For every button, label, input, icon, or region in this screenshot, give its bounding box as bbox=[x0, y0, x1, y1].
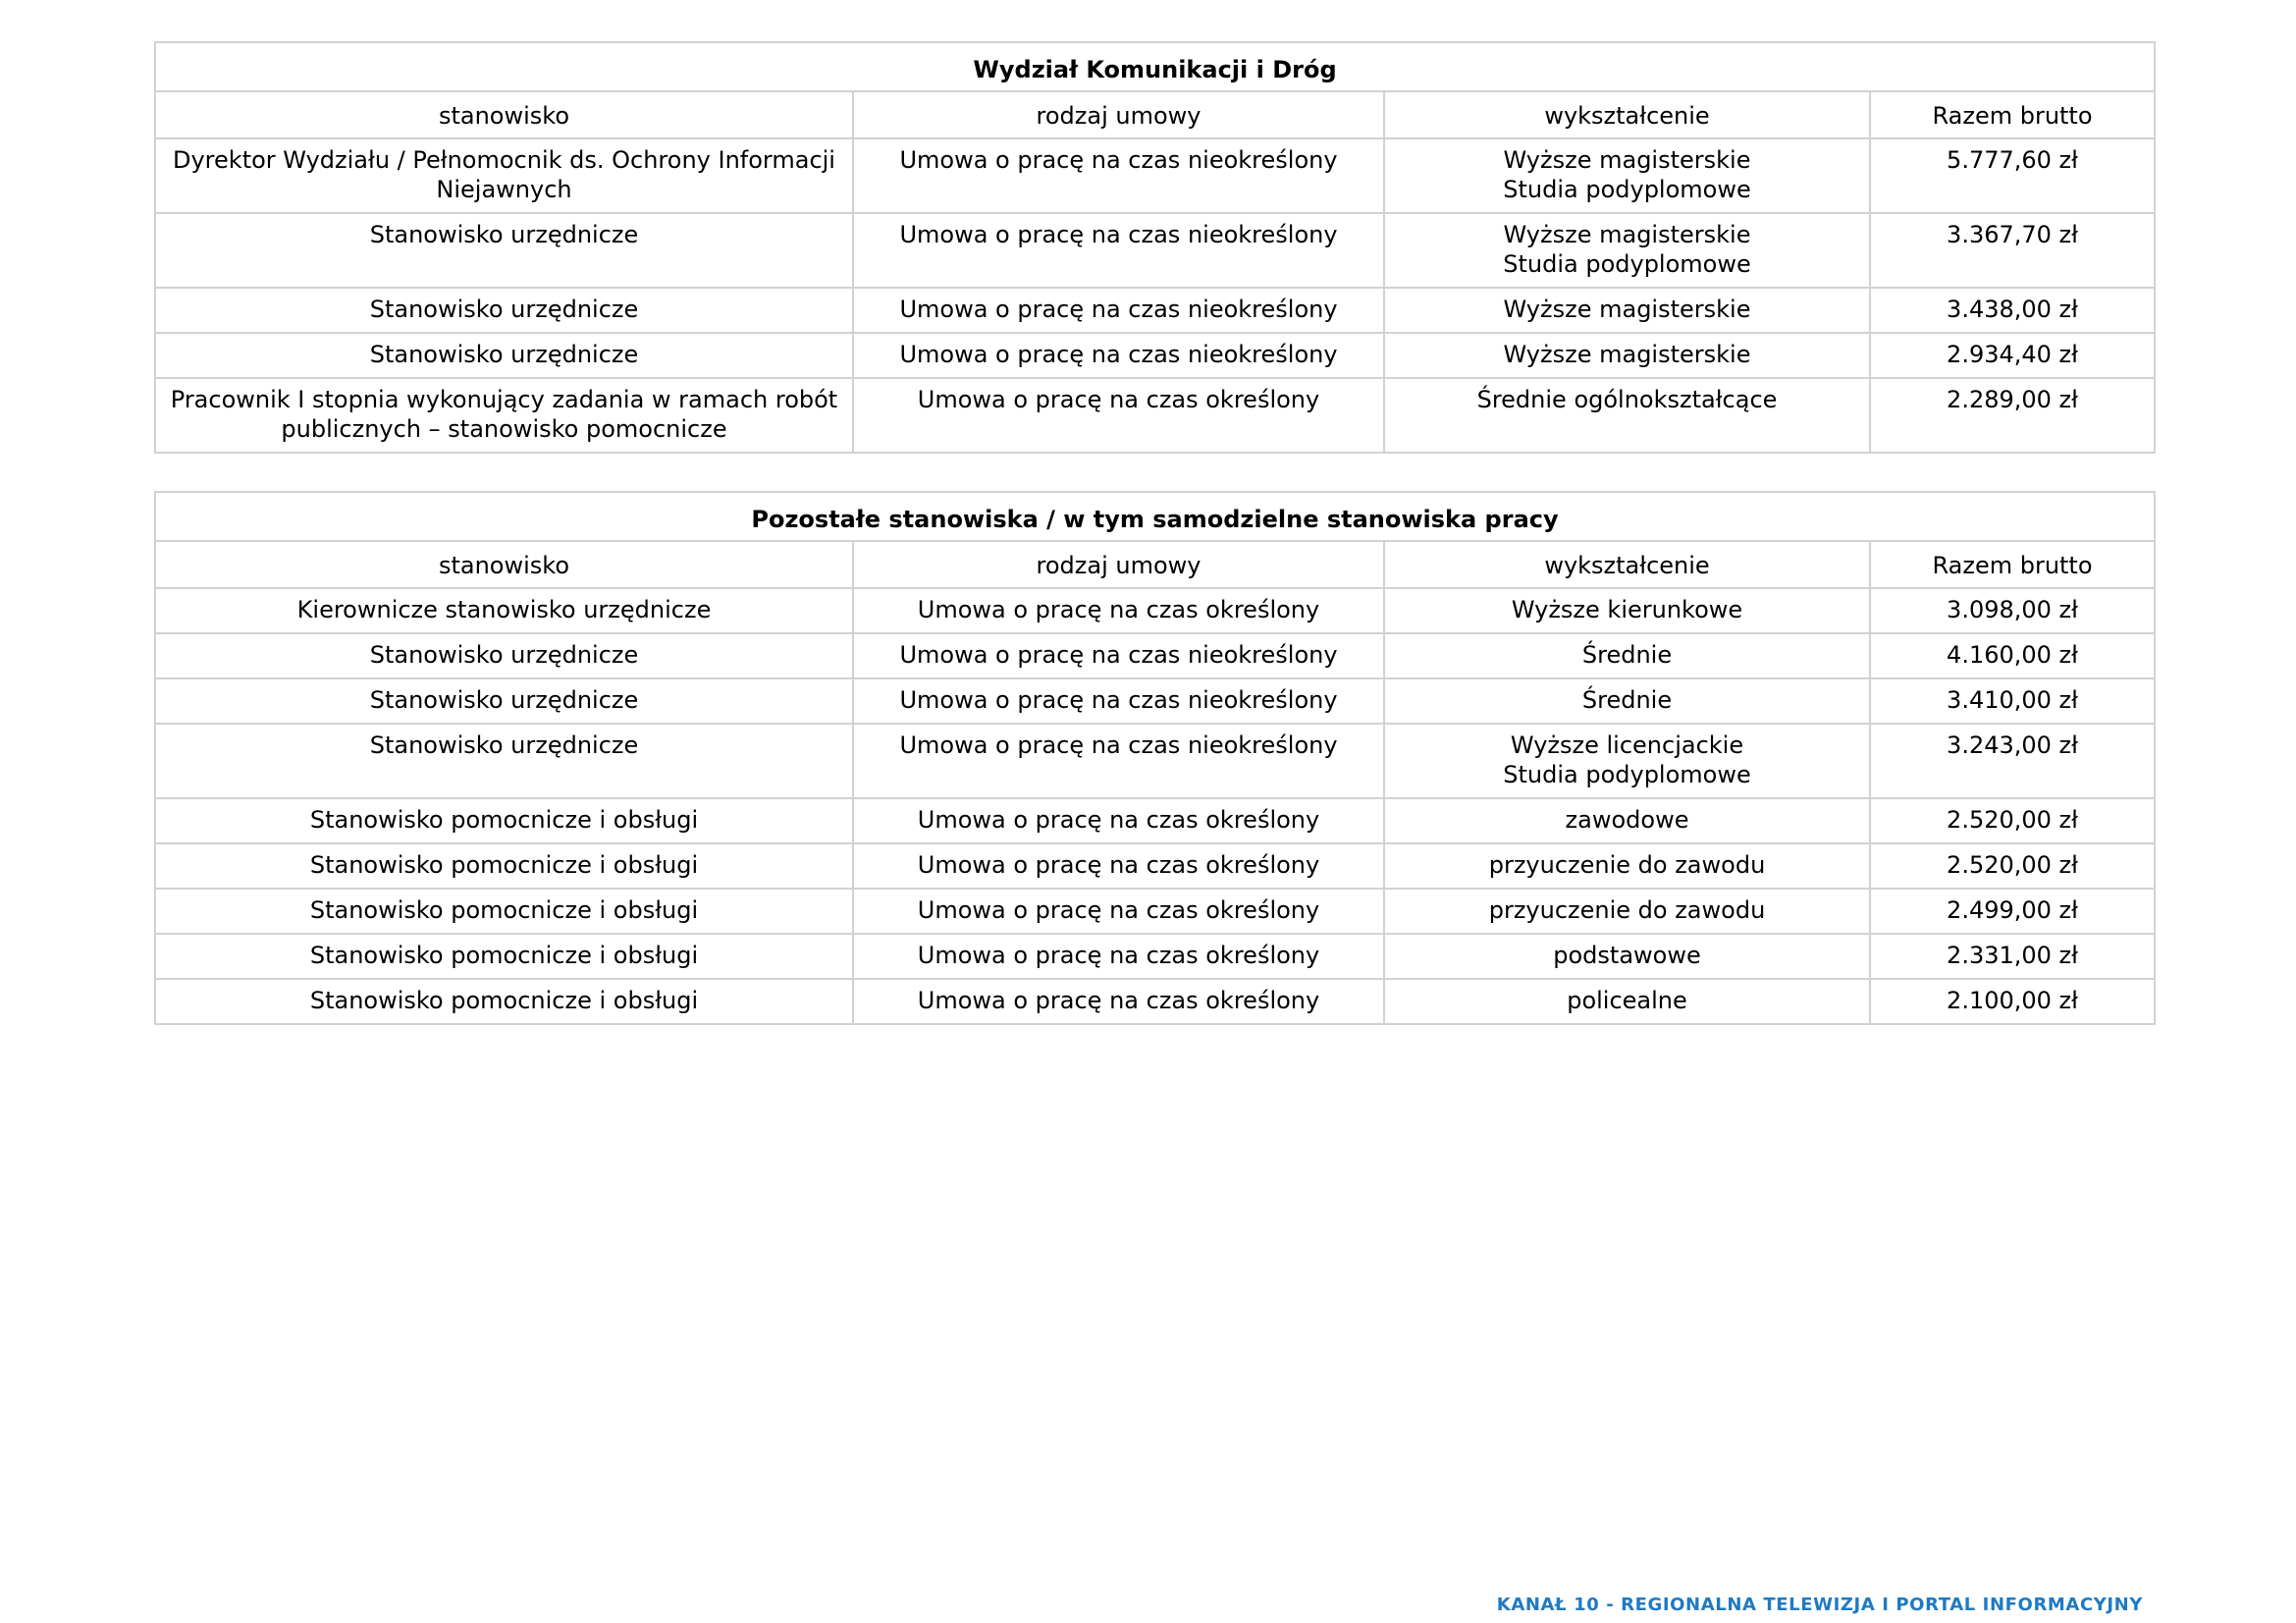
table-row bbox=[155, 138, 2155, 213]
column-header-education: wykształcenie bbox=[1384, 541, 1870, 588]
gross-cell: 2.520,00 zł bbox=[1870, 798, 2155, 843]
gross-cell: 2.520,00 zł bbox=[1870, 843, 2155, 889]
column-header-gross: Razem brutto bbox=[1870, 91, 2155, 138]
gross-cell: 2.100,00 zł bbox=[1870, 979, 2155, 1024]
table-row bbox=[155, 378, 2155, 453]
position-cell: Stanowisko urzędnicze bbox=[155, 213, 853, 288]
contract-cell: Umowa o pracę na czas określony bbox=[853, 378, 1384, 453]
position-cell: Pracownik I stopnia wykonujący zadania w ramach robót publicznych – stanowisko pomocnicze bbox=[155, 378, 853, 453]
gross-cell: 2.289,00 zł bbox=[1870, 378, 2155, 453]
contract-cell: Umowa o pracę na czas nieokreślony bbox=[853, 288, 1384, 333]
position-cell: Stanowisko pomocnicze i obsługi bbox=[155, 798, 853, 843]
table-row bbox=[155, 889, 2155, 934]
salary-table-other bbox=[154, 491, 2156, 1025]
salary-table-roads bbox=[154, 41, 2156, 454]
education-cell: Średnie ogólnokształcące bbox=[1384, 378, 1870, 453]
education-cell: przyuczenie do zawodu bbox=[1384, 843, 1870, 889]
education-cell bbox=[1384, 138, 1870, 213]
education-cell: Średnie bbox=[1384, 678, 1870, 724]
education-line: Wyższe licencjackie bbox=[1510, 731, 1744, 759]
position-cell: Stanowisko urzędnicze bbox=[155, 633, 853, 678]
gross-cell: 2.934,40 zł bbox=[1870, 333, 2155, 378]
contract-cell: Umowa o pracę na czas określony bbox=[853, 934, 1384, 979]
education-cell bbox=[1384, 724, 1870, 798]
position-cell: Stanowisko urzędnicze bbox=[155, 724, 853, 798]
table-row bbox=[155, 213, 2155, 288]
education-cell bbox=[1384, 213, 1870, 288]
table-row bbox=[155, 588, 2155, 633]
table-row bbox=[155, 288, 2155, 333]
education-cell: przyuczenie do zawodu bbox=[1384, 889, 1870, 934]
gross-cell: 2.499,00 zł bbox=[1870, 889, 2155, 934]
table-row bbox=[155, 798, 2155, 843]
contract-cell: Umowa o pracę na czas określony bbox=[853, 798, 1384, 843]
education-cell: Średnie bbox=[1384, 633, 1870, 678]
column-header-contract: rodzaj umowy bbox=[853, 541, 1384, 588]
education-line: Studia podyplomowe bbox=[1503, 761, 1751, 788]
education-cell: Wyższe kierunkowe bbox=[1384, 588, 1870, 633]
column-header-position: stanowisko bbox=[155, 541, 853, 588]
table-row bbox=[155, 979, 2155, 1024]
position-cell: Stanowisko pomocnicze i obsługi bbox=[155, 889, 853, 934]
column-header-contract: rodzaj umowy bbox=[853, 91, 1384, 138]
footer-brand-text: KANAŁ 10 - REGIONALNA TELEWIZJA I PORTAL INFORMACYJNY bbox=[1496, 1595, 2143, 1615]
position-cell: Stanowisko pomocnicze i obsługi bbox=[155, 843, 853, 889]
education-line: Studia podyplomowe bbox=[1503, 250, 1751, 278]
contract-cell: Umowa o pracę na czas określony bbox=[853, 979, 1384, 1024]
education-line: Wyższe magisterskie bbox=[1503, 146, 1751, 174]
table-row bbox=[155, 934, 2155, 979]
table-title: Pozostałe stanowiska / w tym samodzielne stanowiska pracy bbox=[155, 492, 2155, 541]
gross-cell: 4.160,00 zł bbox=[1870, 633, 2155, 678]
position-cell: Stanowisko urzędnicze bbox=[155, 288, 853, 333]
gross-cell: 2.331,00 zł bbox=[1870, 934, 2155, 979]
position-cell: Stanowisko pomocnicze i obsługi bbox=[155, 934, 853, 979]
position-cell: Stanowisko urzędnicze bbox=[155, 678, 853, 724]
contract-cell: Umowa o pracę na czas nieokreślony bbox=[853, 213, 1384, 288]
contract-cell: Umowa o pracę na czas określony bbox=[853, 588, 1384, 633]
contract-cell: Umowa o pracę na czas nieokreślony bbox=[853, 633, 1384, 678]
gross-cell: 3.410,00 zł bbox=[1870, 678, 2155, 724]
contract-cell: Umowa o pracę na czas określony bbox=[853, 843, 1384, 889]
gross-cell: 5.777,60 zł bbox=[1870, 138, 2155, 213]
contract-cell: Umowa o pracę na czas nieokreślony bbox=[853, 333, 1384, 378]
position-cell: Kierownicze stanowisko urzędnicze bbox=[155, 588, 853, 633]
position-cell: Dyrektor Wydziału / Pełnomocnik ds. Ochrony Informacji Niejawnych bbox=[155, 138, 853, 213]
contract-cell: Umowa o pracę na czas nieokreślony bbox=[853, 138, 1384, 213]
education-line: Studia podyplomowe bbox=[1503, 176, 1751, 203]
gross-cell: 3.367,70 zł bbox=[1870, 213, 2155, 288]
position-cell: Stanowisko pomocnicze i obsługi bbox=[155, 979, 853, 1024]
table-row bbox=[155, 724, 2155, 798]
education-cell: Wyższe magisterskie bbox=[1384, 288, 1870, 333]
contract-cell: Umowa o pracę na czas nieokreślony bbox=[853, 724, 1384, 798]
table-row bbox=[155, 843, 2155, 889]
table-row bbox=[155, 678, 2155, 724]
education-cell: Wyższe magisterskie bbox=[1384, 333, 1870, 378]
table-row bbox=[155, 633, 2155, 678]
table-row bbox=[155, 333, 2155, 378]
education-cell: zawodowe bbox=[1384, 798, 1870, 843]
table-title: Wydział Komunikacji i Dróg bbox=[155, 42, 2155, 91]
education-line: Wyższe magisterskie bbox=[1503, 221, 1751, 248]
education-cell: policealne bbox=[1384, 979, 1870, 1024]
gross-cell: 3.243,00 zł bbox=[1870, 724, 2155, 798]
gross-cell: 3.098,00 zł bbox=[1870, 588, 2155, 633]
contract-cell: Umowa o pracę na czas określony bbox=[853, 889, 1384, 934]
education-cell: podstawowe bbox=[1384, 934, 1870, 979]
gross-cell: 3.438,00 zł bbox=[1870, 288, 2155, 333]
column-header-education: wykształcenie bbox=[1384, 91, 1870, 138]
contract-cell: Umowa o pracę na czas nieokreślony bbox=[853, 678, 1384, 724]
position-cell: Stanowisko urzędnicze bbox=[155, 333, 853, 378]
column-header-gross: Razem brutto bbox=[1870, 541, 2155, 588]
column-header-position: stanowisko bbox=[155, 91, 853, 138]
